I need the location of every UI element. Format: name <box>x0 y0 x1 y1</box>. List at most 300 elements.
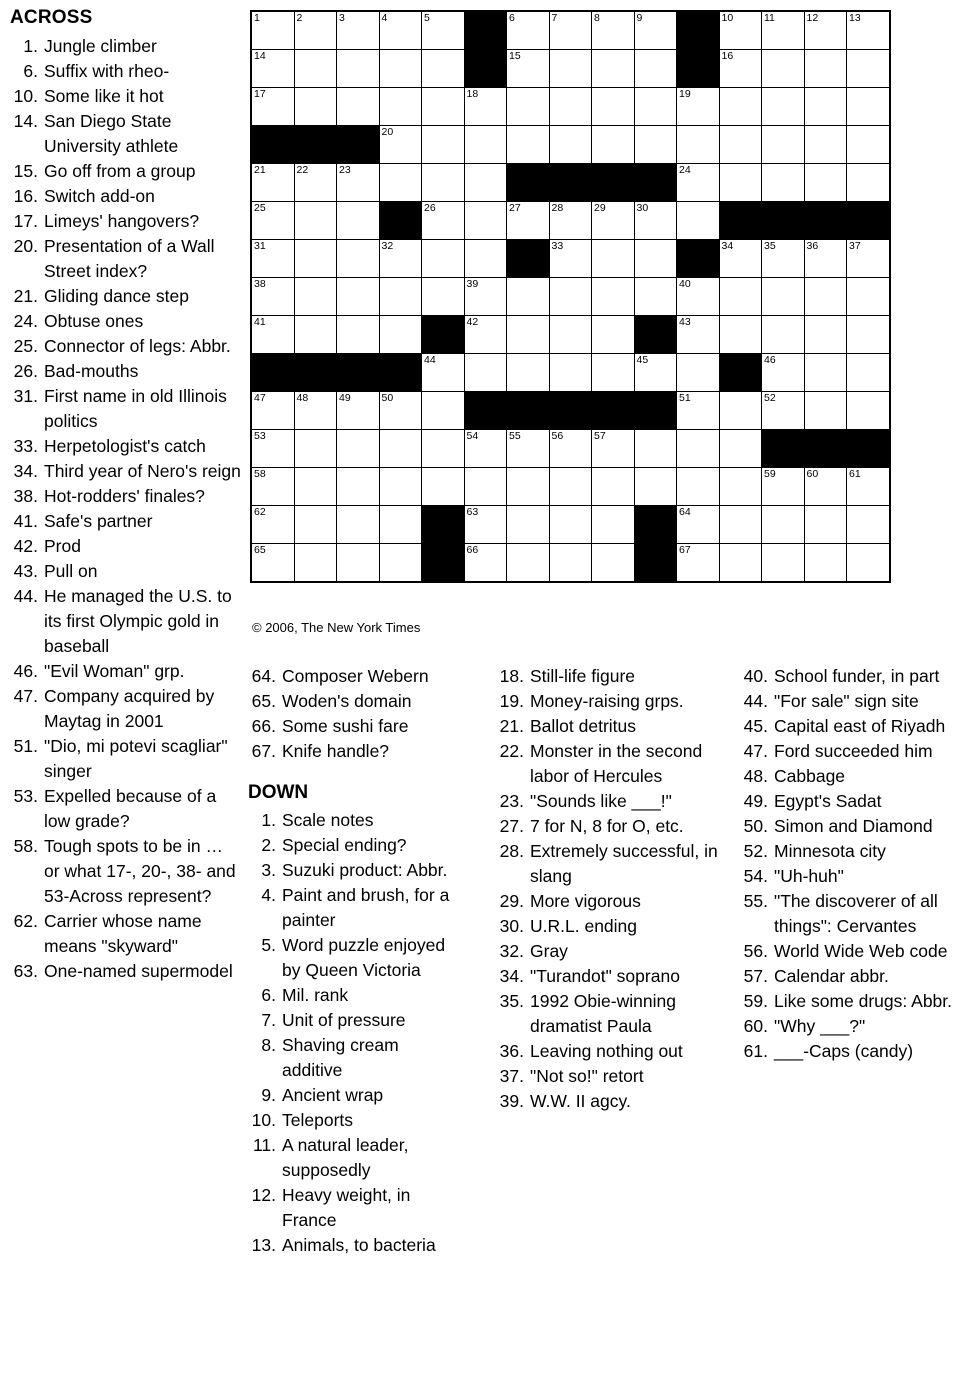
grid-cell[interactable] <box>464 354 507 392</box>
grid-cell[interactable] <box>634 202 677 240</box>
grid-cell[interactable] <box>677 354 720 392</box>
grid-cell-number: 16 <box>721 50 734 62</box>
grid-cell[interactable] <box>294 278 337 316</box>
grid-cell-block <box>677 11 720 50</box>
grid-cell[interactable] <box>847 164 890 202</box>
grid-cell-block <box>847 430 890 468</box>
grid-cell[interactable] <box>549 240 592 278</box>
grid-cell[interactable] <box>337 11 380 50</box>
grid-cell[interactable] <box>251 278 294 316</box>
grid-cell-number: 28 <box>551 202 564 214</box>
grid-cell[interactable] <box>251 506 294 544</box>
grid-cell[interactable] <box>592 202 635 240</box>
grid-cell[interactable] <box>464 202 507 240</box>
grid-cell[interactable] <box>294 468 337 506</box>
clue-item <box>10 84 242 109</box>
grid-cell-number: 25 <box>254 202 266 214</box>
grid-cell[interactable] <box>251 430 294 468</box>
grid-cell[interactable] <box>549 316 592 354</box>
grid-cell[interactable] <box>507 430 550 468</box>
grid-cell[interactable] <box>251 544 294 583</box>
clue-text: School funder, in part <box>774 666 940 686</box>
grid-cell[interactable] <box>549 544 592 583</box>
grid-cell[interactable] <box>251 50 294 88</box>
grid-cell-number: 8 <box>594 12 600 24</box>
grid-cell[interactable] <box>464 544 507 583</box>
grid-cell[interactable] <box>677 88 720 126</box>
grid-cell[interactable] <box>804 88 847 126</box>
grid-cell[interactable] <box>592 430 635 468</box>
grid-cell[interactable] <box>762 11 805 50</box>
grid-cell[interactable] <box>634 88 677 126</box>
grid-cell[interactable] <box>719 240 762 278</box>
grid-cell-number: 51 <box>679 392 691 404</box>
grid-cell[interactable] <box>379 392 422 430</box>
grid-cell[interactable] <box>762 164 805 202</box>
grid-cell[interactable] <box>507 316 550 354</box>
grid-cell[interactable] <box>379 11 422 50</box>
grid-cell[interactable] <box>762 468 805 506</box>
grid-cell-number: 11 <box>764 12 775 24</box>
clue-number: 44. <box>743 691 768 711</box>
grid-cell[interactable] <box>337 240 380 278</box>
grid-cell[interactable] <box>464 240 507 278</box>
crossword-grid-table[interactable] <box>250 10 891 583</box>
grid-cell[interactable] <box>804 506 847 544</box>
grid-cell[interactable] <box>719 430 762 468</box>
grid-cell[interactable] <box>847 88 890 126</box>
clue-text: Suzuki product: Abbr. <box>282 860 448 880</box>
grid-cell-block <box>634 392 677 430</box>
clue-text: W.W. II agcy. <box>530 1091 631 1111</box>
clue-number: 62. <box>13 911 38 931</box>
clue-text: Composer Webern <box>282 666 429 686</box>
grid-cell[interactable] <box>294 202 337 240</box>
grid-cell[interactable] <box>422 354 465 392</box>
grid-cell[interactable] <box>719 316 762 354</box>
grid-cell[interactable] <box>719 88 762 126</box>
grid-cell[interactable] <box>804 468 847 506</box>
grid-cell[interactable] <box>804 50 847 88</box>
grid-cell[interactable] <box>337 430 380 468</box>
crossword-grid[interactable] <box>250 10 891 583</box>
clue-number: 58. <box>13 836 38 856</box>
grid-cell[interactable] <box>337 278 380 316</box>
grid-cell[interactable] <box>422 392 465 430</box>
grid-cell[interactable] <box>464 88 507 126</box>
grid-cell[interactable] <box>422 50 465 88</box>
grid-cell[interactable] <box>847 11 890 50</box>
grid-cell[interactable] <box>337 202 380 240</box>
grid-cell[interactable] <box>464 468 507 506</box>
clue-text: Hot-rodders' finales? <box>44 486 205 506</box>
grid-cell[interactable] <box>337 392 380 430</box>
grid-cell[interactable] <box>379 88 422 126</box>
grid-cell[interactable] <box>507 506 550 544</box>
grid-cell[interactable] <box>762 354 805 392</box>
grid-cell-number: 47 <box>254 392 266 404</box>
grid-cell[interactable] <box>507 468 550 506</box>
clue-number: 31. <box>13 386 38 406</box>
grid-cell[interactable] <box>719 11 762 50</box>
grid-cell[interactable] <box>422 430 465 468</box>
grid-cell-number: 41 <box>254 316 266 328</box>
grid-cell[interactable] <box>294 506 337 544</box>
grid-cell[interactable] <box>294 430 337 468</box>
clue-item <box>248 1033 458 1083</box>
clue-number: 34. <box>13 461 38 481</box>
grid-cell[interactable] <box>592 50 635 88</box>
grid-cell-block <box>719 202 762 240</box>
clue-number: 64. <box>251 666 276 686</box>
grid-cell[interactable] <box>379 164 422 202</box>
grid-cell[interactable] <box>847 50 890 88</box>
grid-cell[interactable] <box>677 430 720 468</box>
grid-row <box>251 278 890 316</box>
grid-cell-block <box>634 316 677 354</box>
grid-cell[interactable] <box>294 240 337 278</box>
grid-cell[interactable] <box>549 88 592 126</box>
grid-row <box>251 11 890 50</box>
grid-cell[interactable] <box>847 392 890 430</box>
grid-cell[interactable] <box>677 468 720 506</box>
grid-cell[interactable] <box>294 164 337 202</box>
grid-cell-number: 53 <box>254 430 266 442</box>
grid-cell[interactable] <box>549 126 592 164</box>
across-clue-list-1 <box>10 34 242 984</box>
grid-cell[interactable] <box>379 468 422 506</box>
grid-cell[interactable] <box>294 392 337 430</box>
clue-number: 67. <box>251 741 276 761</box>
clue-item <box>248 933 458 983</box>
clue-number: 48. <box>743 766 768 786</box>
grid-cell[interactable] <box>507 11 550 50</box>
grid-cell[interactable] <box>337 316 380 354</box>
grid-cell[interactable] <box>592 126 635 164</box>
clue-text: Jungle climber <box>44 36 157 56</box>
clue-text: Prod <box>44 536 81 556</box>
clue-item <box>10 109 242 159</box>
grid-cell[interactable] <box>847 278 890 316</box>
grid-cell[interactable] <box>592 468 635 506</box>
clue-item <box>248 858 458 883</box>
grid-cell[interactable] <box>592 316 635 354</box>
grid-cell[interactable] <box>762 316 805 354</box>
grid-cell[interactable] <box>804 240 847 278</box>
grid-cell[interactable] <box>847 506 890 544</box>
grid-cell[interactable] <box>677 506 720 544</box>
clue-item <box>10 234 242 284</box>
grid-cell[interactable] <box>464 126 507 164</box>
grid-cell[interactable] <box>379 544 422 583</box>
grid-cell[interactable] <box>762 240 805 278</box>
grid-cell[interactable] <box>422 11 465 50</box>
grid-cell[interactable] <box>762 392 805 430</box>
grid-cell[interactable] <box>507 278 550 316</box>
grid-cell-block <box>804 202 847 240</box>
grid-cell[interactable] <box>762 126 805 164</box>
grid-cell[interactable] <box>507 50 550 88</box>
grid-cell[interactable] <box>379 506 422 544</box>
grid-cell[interactable] <box>379 430 422 468</box>
grid-cell[interactable] <box>549 354 592 392</box>
grid-cell[interactable] <box>719 544 762 583</box>
grid-cell[interactable] <box>464 164 507 202</box>
grid-cell[interactable] <box>337 506 380 544</box>
clue-number: 12. <box>251 1185 276 1205</box>
grid-cell[interactable] <box>294 50 337 88</box>
grid-cell[interactable] <box>379 240 422 278</box>
grid-cell[interactable] <box>762 278 805 316</box>
grid-cell[interactable] <box>337 544 380 583</box>
clue-number: 60. <box>743 1016 768 1036</box>
grid-cell[interactable] <box>804 544 847 583</box>
grid-cell[interactable] <box>549 11 592 50</box>
grid-cell[interactable] <box>719 392 762 430</box>
grid-cell[interactable] <box>847 316 890 354</box>
grid-cell[interactable] <box>507 354 550 392</box>
grid-cell[interactable] <box>507 88 550 126</box>
grid-cell[interactable] <box>677 126 720 164</box>
grid-cell-number: 3 <box>339 12 345 24</box>
grid-cell[interactable] <box>422 88 465 126</box>
clue-item <box>248 983 458 1008</box>
grid-cell[interactable] <box>294 316 337 354</box>
clue-number: 10. <box>251 1110 276 1130</box>
grid-cell-block <box>549 392 592 430</box>
clue-number: 36. <box>499 1041 524 1061</box>
clue-item <box>740 789 962 814</box>
grid-cell[interactable] <box>634 50 677 88</box>
grid-cell-number: 20 <box>381 126 394 138</box>
grid-cell[interactable] <box>677 544 720 583</box>
clue-item <box>740 839 962 864</box>
grid-cell-number: 49 <box>339 392 351 404</box>
grid-cell[interactable] <box>464 430 507 468</box>
clue-item <box>740 764 962 789</box>
grid-cell[interactable] <box>677 202 720 240</box>
grid-cell-number: 9 <box>636 12 643 24</box>
grid-cell[interactable] <box>804 392 847 430</box>
grid-cell[interactable] <box>762 50 805 88</box>
clue-item <box>740 814 962 839</box>
clue-text: "Sounds like ___!" <box>530 791 672 811</box>
clue-item <box>496 889 726 914</box>
grid-cell[interactable] <box>592 240 635 278</box>
grid-cell[interactable] <box>464 278 507 316</box>
grid-cell-number: 15 <box>509 50 521 62</box>
clue-number: 50. <box>743 816 768 836</box>
grid-cell[interactable] <box>847 468 890 506</box>
grid-cell-number: 37 <box>849 240 861 252</box>
grid-cell[interactable] <box>719 506 762 544</box>
clue-number: 40. <box>743 666 768 686</box>
clue-item <box>10 684 242 734</box>
grid-cell[interactable] <box>804 278 847 316</box>
grid-cell[interactable] <box>847 544 890 583</box>
clue-text: Cabbage <box>774 766 846 786</box>
grid-cell[interactable] <box>294 88 337 126</box>
grid-row <box>251 316 890 354</box>
clue-number: 8. <box>261 1035 276 1055</box>
grid-cell[interactable] <box>251 164 294 202</box>
grid-cell-block <box>762 202 805 240</box>
grid-cell[interactable] <box>422 126 465 164</box>
grid-cell[interactable] <box>337 88 380 126</box>
grid-cell-block <box>634 164 677 202</box>
grid-cell[interactable] <box>634 11 677 50</box>
clue-text: Carrier whose name means "skyward" <box>44 911 202 956</box>
grid-cell[interactable] <box>464 316 507 354</box>
grid-cell[interactable] <box>634 354 677 392</box>
clue-text: Special ending? <box>282 835 407 855</box>
grid-cell-block <box>677 240 720 278</box>
clue-number: 34. <box>499 966 524 986</box>
grid-cell[interactable] <box>592 278 635 316</box>
grid-cell[interactable] <box>379 50 422 88</box>
grid-cell-number: 59 <box>764 468 776 480</box>
grid-cell[interactable] <box>804 126 847 164</box>
clue-column-2 <box>248 664 458 1258</box>
grid-cell[interactable] <box>549 468 592 506</box>
grid-cell-number: 2 <box>296 12 303 24</box>
clue-text: Leaving nothing out <box>530 1041 683 1061</box>
clue-text: Ballot detritus <box>530 716 637 736</box>
clue-number: 63. <box>13 961 38 981</box>
grid-cell[interactable] <box>719 50 762 88</box>
grid-cell[interactable] <box>762 88 805 126</box>
grid-cell[interactable] <box>804 354 847 392</box>
grid-cell[interactable] <box>422 240 465 278</box>
grid-cell[interactable] <box>379 278 422 316</box>
clue-number: 41. <box>13 511 38 531</box>
grid-cell[interactable] <box>677 392 720 430</box>
grid-cell[interactable] <box>592 354 635 392</box>
grid-cell[interactable] <box>762 506 805 544</box>
grid-cell[interactable] <box>251 88 294 126</box>
grid-cell[interactable] <box>251 392 294 430</box>
grid-cell[interactable] <box>422 468 465 506</box>
grid-cell-number: 6 <box>509 12 515 24</box>
grid-cell[interactable] <box>507 202 550 240</box>
grid-cell[interactable] <box>379 126 422 164</box>
grid-cell[interactable] <box>847 354 890 392</box>
grid-cell[interactable] <box>549 506 592 544</box>
grid-cell[interactable] <box>251 11 294 50</box>
grid-cell[interactable] <box>251 240 294 278</box>
grid-cell[interactable] <box>337 164 380 202</box>
clue-number: 59. <box>743 991 768 1011</box>
grid-cell[interactable] <box>337 468 380 506</box>
grid-row <box>251 544 890 583</box>
clue-number: 53. <box>13 786 38 806</box>
clue-item <box>10 359 242 384</box>
grid-cell[interactable] <box>634 430 677 468</box>
grid-cell-block <box>422 544 465 583</box>
grid-cell[interactable] <box>507 544 550 583</box>
grid-cell[interactable] <box>677 164 720 202</box>
grid-cell[interactable] <box>677 278 720 316</box>
grid-cell-block <box>762 430 805 468</box>
grid-cell[interactable] <box>251 202 294 240</box>
grid-cell-block <box>592 392 635 430</box>
clue-item <box>740 939 962 964</box>
grid-cell[interactable] <box>337 50 380 88</box>
grid-cell[interactable] <box>549 202 592 240</box>
clue-number: 23. <box>499 791 524 811</box>
grid-cell-number: 65 <box>254 544 266 556</box>
clue-text: One-named supermodel <box>44 961 233 981</box>
grid-cell[interactable] <box>592 11 635 50</box>
grid-cell[interactable] <box>592 88 635 126</box>
grid-cell[interactable] <box>719 164 762 202</box>
grid-cell[interactable] <box>592 544 635 583</box>
clue-number: 1. <box>23 36 38 56</box>
grid-cell[interactable] <box>422 164 465 202</box>
grid-cell[interactable] <box>251 316 294 354</box>
grid-cell-number: 46 <box>764 354 776 366</box>
grid-cell[interactable] <box>634 126 677 164</box>
grid-cell[interactable] <box>294 11 337 50</box>
clue-number: 22. <box>499 741 524 761</box>
clue-number: 30. <box>499 916 524 936</box>
clue-text: Third year of Nero's reign <box>44 461 241 481</box>
grid-cell[interactable] <box>549 278 592 316</box>
grid-cell[interactable] <box>379 316 422 354</box>
clue-number: 57. <box>743 966 768 986</box>
clue-item <box>10 309 242 334</box>
grid-cell-block <box>337 126 380 164</box>
grid-cell[interactable] <box>762 544 805 583</box>
grid-cell[interactable] <box>592 506 635 544</box>
grid-cell-number: 48 <box>296 392 309 404</box>
clue-text: Woden's domain <box>282 691 412 711</box>
grid-cell[interactable] <box>847 126 890 164</box>
grid-cell[interactable] <box>677 316 720 354</box>
grid-cell[interactable] <box>294 544 337 583</box>
grid-cell[interactable] <box>422 202 465 240</box>
grid-cell[interactable] <box>804 164 847 202</box>
grid-cell[interactable] <box>847 240 890 278</box>
grid-cell-number: 55 <box>509 430 521 442</box>
clue-text: Switch add-on <box>44 186 155 206</box>
clue-number: 24. <box>13 311 38 331</box>
grid-cell[interactable] <box>251 468 294 506</box>
grid-cell[interactable] <box>549 430 592 468</box>
clue-text: World Wide Web code <box>774 941 948 961</box>
grid-cell[interactable] <box>719 278 762 316</box>
clue-text: Minnesota city <box>774 841 886 861</box>
grid-cell-number: 23 <box>339 164 351 176</box>
grid-cell[interactable] <box>634 468 677 506</box>
clue-item <box>740 739 962 764</box>
grid-cell[interactable] <box>634 278 677 316</box>
grid-cell[interactable] <box>422 278 465 316</box>
clue-number: 26. <box>13 361 38 381</box>
clue-number: 1. <box>261 810 276 830</box>
grid-cell[interactable] <box>804 316 847 354</box>
grid-cell[interactable] <box>464 506 507 544</box>
grid-row <box>251 240 890 278</box>
grid-cell[interactable] <box>507 126 550 164</box>
grid-cell[interactable] <box>549 50 592 88</box>
clue-number: 43. <box>13 561 38 581</box>
clue-text: "Evil Woman" grp. <box>44 661 185 681</box>
grid-cell[interactable] <box>804 11 847 50</box>
grid-cell[interactable] <box>719 126 762 164</box>
grid-cell[interactable] <box>634 240 677 278</box>
grid-cell[interactable] <box>719 468 762 506</box>
